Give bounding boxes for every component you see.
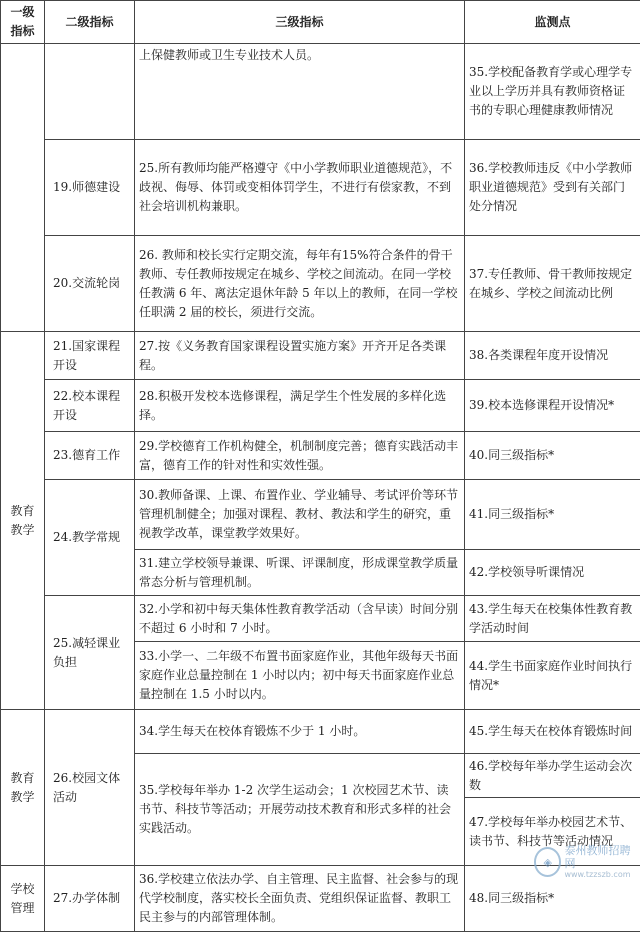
level2-cell [45, 44, 135, 140]
monitor-cell: 41.同三级指标* [465, 480, 640, 550]
table-row [1, 380, 640, 432]
table-row [1, 332, 640, 380]
level1-cell: 教育 教学 [1, 710, 45, 866]
level2-cell: 23.德育工作 [45, 432, 135, 480]
monitor-cell: 43.学生每天在校集体性教育教学活动时间 [465, 596, 640, 642]
table-row [1, 44, 640, 140]
level2-cell: 27.办学体制 [45, 866, 135, 932]
monitor-cell: 40.同三级指标* [465, 432, 640, 480]
monitor-cell: 48.同三级指标* [465, 866, 640, 932]
table-row [1, 236, 640, 332]
table-row [1, 432, 640, 480]
level1-cell: 教育 教学 [1, 332, 45, 710]
table-row [1, 480, 640, 550]
table-row [1, 710, 640, 754]
level3-cell: 25.所有教师均能严格遵守《中小学教师职业道德规范》，不歧视、侮辱、体罚或变相体罚学生，不进行有偿家教，不到社会培训机构兼职。 [135, 140, 465, 236]
watermark-title: 泰州教师招聘网 [564, 844, 634, 870]
level2-cell: 25.减轻课业负担 [45, 596, 135, 710]
level2-cell: 20.交流轮岗 [45, 236, 135, 332]
monitor-cell: 47.学校每年举办校园艺术节、读书节、科技节等活动情况 [465, 798, 640, 866]
monitor-cell: 44.学生书面家庭作业时间执行情况* [465, 642, 640, 710]
shield-logo-icon: ◈ [534, 847, 561, 877]
monitor-cell: 39.校本选修课程开设情况* [465, 380, 640, 432]
level2-cell: 26.校园文体活动 [45, 710, 135, 866]
level1-cell: 学校 管理 [1, 866, 45, 932]
table-row [1, 596, 640, 642]
level3-cell: 31.建立学校领导兼课、听课、评课制度，形成课堂教学质量常态分析与管理机制。 [135, 550, 465, 596]
level3-cell: 33.小学一、二年级不布置书面家庭作业，其他年级每天书面家庭作业总量控制在 1 小时以内；初中每天书面家庭作业总量控制在 1.5 小时以内。 [135, 642, 465, 710]
level3-cell: 上保健教师或卫生专业技术人员。 [135, 44, 465, 140]
level3-cell: 27.按《义务教育国家课程设置实施方案》开齐开足各类课程。 [135, 332, 465, 380]
level3-cell: 36.学校建立依法办学、自主管理、民主监督、社会参与的现代学校制度，落实校长全面负责、党组织保证监督、教职工民主参与的内部管理体制。 [135, 866, 465, 932]
header-level2: 二级指标 [45, 1, 135, 44]
monitor-cell: 38.各类课程年度开设情况 [465, 332, 640, 380]
level3-cell: 26. 教师和校长实行定期交流，每年有15%符合条件的骨干教师、专任教师按规定在城乡、学校之间流动。在同一学校任教满 6 年、离法定退休年龄 5 年以上的教师，在同一学校任职满 2 届的校长，须进行交流。 [135, 236, 465, 332]
monitor-cell: 42.学校领导听课情况 [465, 550, 640, 596]
level2-cell: 19.师德建设 [45, 140, 135, 236]
site-watermark [534, 845, 634, 879]
watermark-url: www.tzzszb.com [564, 870, 634, 880]
monitor-cell: 35.学校配备教育学或心理学专业以上学历并具有教师资格证书的专职心理健康教师情况 [465, 44, 640, 140]
level2-cell: 22.校本课程开设 [45, 380, 135, 432]
monitor-cell: 46.学校每年举办学生运动会次数 [465, 754, 640, 798]
level2-cell: 21.国家课程开设 [45, 332, 135, 380]
level3-cell: 29.学校德育工作机构健全，机制制度完善；德育实践活动丰富，德育工作的针对性和实效性强。 [135, 432, 465, 480]
header-level1: 一级 指标 [1, 1, 45, 44]
header-monitor: 监测点 [465, 1, 640, 44]
monitor-cell: 36.学校教师违反《中小学教师职业道德规范》受到有关部门处分情况 [465, 140, 640, 236]
level1-cell [1, 44, 45, 332]
level3-cell: 28.积极开发校本选修课程，满足学生个性发展的多样化选择。 [135, 380, 465, 432]
header-row [1, 1, 640, 44]
monitor-cell: 37.专任教师、骨干教师按规定在城乡、学校之间流动比例 [465, 236, 640, 332]
level3-cell: 35.学校每年举办 1-2 次学生运动会；1 次校园艺术节、读书节、科技节等活动；开展劳动技术教育和形式多样的社会实践活动。 [135, 754, 465, 866]
level3-cell: 34.学生每天在校体育锻炼不少于 1 小时。 [135, 710, 465, 754]
table-row [1, 140, 640, 236]
level3-cell: 30.教师备课、上课、布置作业、学业辅导、考试评价等环节管理机制健全；加强对课程、教材、教法和学生的研究，重视教学改革，课堂教学效果好。 [135, 480, 465, 550]
monitor-cell: 45.学生每天在校体育锻炼时间 [465, 710, 640, 754]
header-level3: 三级指标 [135, 1, 465, 44]
level3-cell: 32.小学和初中每天集体性教育教学活动（含早读）时间分别不超过 6 小时和 7 小时。 [135, 596, 465, 642]
level2-cell: 24.教学常规 [45, 480, 135, 596]
